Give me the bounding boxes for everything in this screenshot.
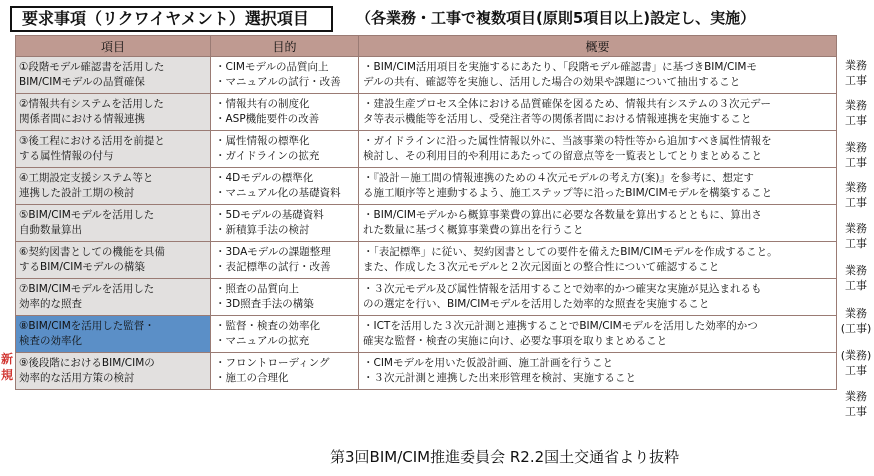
row-overview: ・「表記標準」に従い、契約図書としての要件を備えたBIM/CIMモデルを作成すること。 また、作成した３次元モデルと２次元図面との整合性について確認すること (359, 242, 837, 279)
target-tag: 業務 工事 (845, 141, 867, 169)
row-overview: ・ICTを活用した３次元計測と連携することでBIM/CIMモデルを活用した効率的かつ 確実な監督・検査の実施に向け、必要な事項を取りまとめること (359, 316, 837, 353)
table-row (16, 94, 837, 131)
row-purpose: ・監督・検査の効率化 ・マニュアルの拡充 (211, 316, 359, 353)
row-item: ④工期設定支援システム等と 連携した設計工期の検討 (16, 168, 211, 205)
row-purpose: ・照査の品質向上 ・3D照査手法の構築 (211, 279, 359, 316)
target-tag: 業務 (工事) (840, 307, 872, 335)
source-caption: 第3回BIM/CIM推進委員会 R2.2国土交通省より抜粋 (330, 448, 680, 466)
column-header-purpose: 目的 (211, 36, 359, 57)
target-tag: 業務 工事 (845, 390, 867, 418)
row-purpose: ・3DAモデルの課題整理 ・表記標準の試行・改善 (211, 242, 359, 279)
row-purpose: ・5Dモデルの基礎資料 ・新積算手法の検討 (211, 205, 359, 242)
row-purpose: ・情報共有の制度化 ・ASP機能要件の改善 (211, 94, 359, 131)
table-row (16, 205, 837, 242)
row-item: ⑤BIM/CIMモデルを活用した 自動数量算出 (16, 205, 211, 242)
target-tag: 業務 工事 (845, 181, 867, 209)
row-overview: ・建設生産プロセス全体における品質確保を図るため、情報共有システムの３次元デー タ等表示機能等を活用し、受発注者等の関係者間における情報連携を実施すること (359, 94, 837, 131)
row-purpose: ・CIMモデルの品質向上 ・マニュアルの試行・改善 (211, 57, 359, 94)
row-purpose: ・属性情報の標準化 ・ガイドラインの拡充 (211, 131, 359, 168)
row-overview: ・BIM/CIM活用項目を実施するにあたり、「段階モデル確認書」に基づきBIM/CIMモ デルの共有、確認等を実施し、活用した場合の効果や課題について抽出すること (359, 57, 837, 94)
row-overview: ・ガイドラインに沿った属性情報以外に、当該事業の特性等から追加すべき属性情報を 検討し、その利用目的や利用にあたっての留意点等を一覧表としてとりまとめること (359, 131, 837, 168)
target-tag: 業務 工事 (845, 59, 867, 87)
row-item: ①段階モデル確認書を活用した BIM/CIMモデルの品質確保 (16, 57, 211, 94)
requirements-table (15, 35, 837, 390)
row-item: ⑨後段階におけるBIM/CIMの 効率的な活用方策の検討 (16, 353, 211, 390)
row-item: ⑥契約図書としての機能を具備 するBIM/CIMモデルの構築 (16, 242, 211, 279)
new-item-mark: 新 規 (0, 352, 13, 382)
row-purpose: ・4Dモデルの標準化 ・マニュアル化の基礎資料 (211, 168, 359, 205)
table-row (16, 242, 837, 279)
target-tag: 業務 工事 (845, 264, 867, 292)
table-header-row (16, 36, 837, 57)
page-subtitle: （各業務・工事で複数項目(原則5項目以上)設定し、実施） (356, 9, 756, 27)
row-item: ②情報共有システムを活用した 関係者間における情報連携 (16, 94, 211, 131)
target-tag: (業務) 工事 (840, 349, 872, 377)
table-row (16, 57, 837, 94)
table-row (16, 353, 837, 390)
row-overview: ・『設計－施工間の情報連携のための４次元モデルの考え方(案)』を参考に、想定す る施工順序等と連動するよう、施工ステップ等に沿ったBIM/CIMモデルを構築すること (359, 168, 837, 205)
table-row-highlighted (16, 316, 837, 353)
table-row (16, 131, 837, 168)
row-overview: ・３次元モデル及び属性情報を活用することで効率的かつ確実な実施が見込まれるも のの選定を行い、BIM/CIMモデルを活用した効率的な照査を実施すること (359, 279, 837, 316)
target-tag: 業務 工事 (845, 222, 867, 250)
row-overview: ・BIM/CIMモデルから概算事業費の算出に必要な各数量を算出するとともに、算出さ れた数量に基づく概算事業費の算出を行うこと (359, 205, 837, 242)
row-overview: ・CIMモデルを用いた仮設計画、施工計画を行うこと ・３次元計測と連携した出来形管理を検討、実施すること (359, 353, 837, 390)
page-title: 要求事項（リクワイヤメント）選択項目 (10, 6, 333, 32)
table-row (16, 168, 837, 205)
row-item: ⑦BIM/CIMモデルを活用した 効率的な照査 (16, 279, 211, 316)
row-item: ③後工程における活用を前提と する属性情報の付与 (16, 131, 211, 168)
row-purpose: ・フロントローディング ・施工の合理化 (211, 353, 359, 390)
row-item: ⑧BIM/CIMを活用した監督・ 検査の効率化 (16, 316, 211, 353)
target-tag: 業務 工事 (845, 99, 867, 127)
column-header-item: 項目 (16, 36, 211, 57)
column-header-overview: 概要 (359, 36, 837, 57)
table-row (16, 279, 837, 316)
